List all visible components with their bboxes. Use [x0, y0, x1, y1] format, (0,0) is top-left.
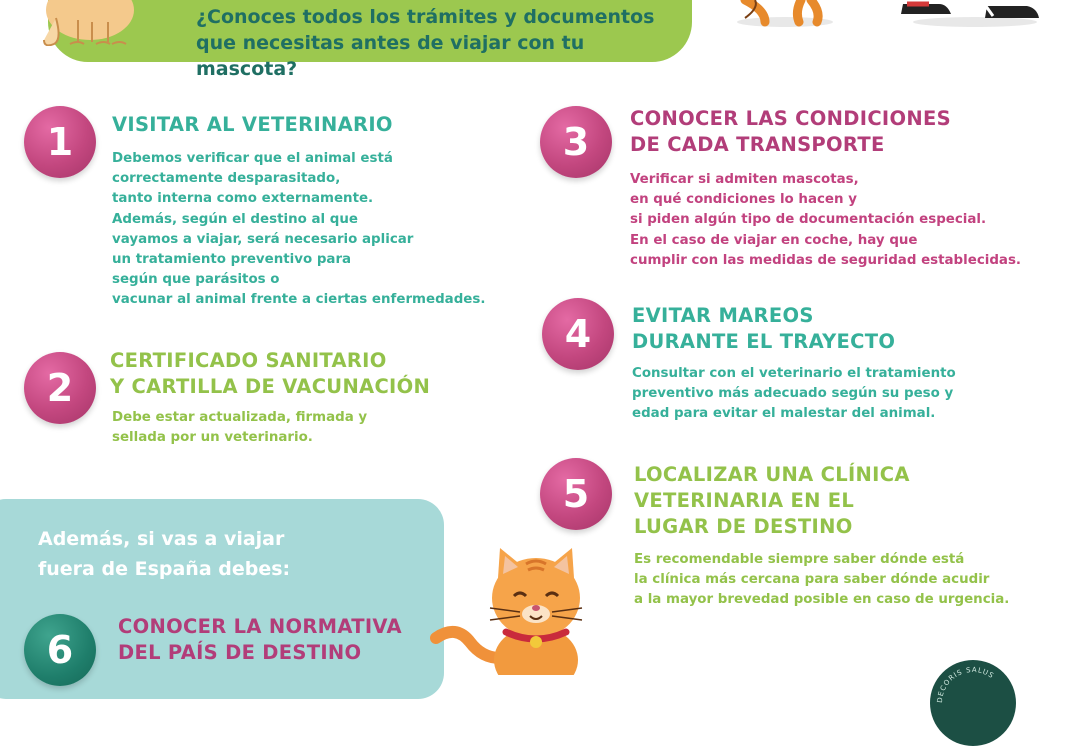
step-2-number: 2: [24, 352, 96, 424]
step-5-body-line: a la mayor brevedad posible en caso de urgencia.: [634, 592, 1010, 608]
step-4-body: [632, 364, 956, 425]
header-line-1: ¿Conoces todos los trámites y documentos: [196, 6, 655, 28]
step-1-body-line: vacunar al animal frente a ciertas enfermedades.: [112, 292, 486, 308]
step-1-body-line: tanto interna como externamente.: [112, 191, 374, 207]
step-6-title: [118, 614, 402, 666]
step-6-title-line: CONOCER LA NORMATIVA: [118, 615, 402, 638]
step-5-body: [634, 550, 1009, 611]
step-1-title-line: VISITAR AL VETERINARIO: [112, 113, 393, 136]
step-4-title-line: EVITAR MAREOS: [632, 304, 814, 327]
step-2-body: [112, 408, 367, 448]
step-1-number: 1: [24, 106, 96, 178]
step-1-body-line: correctamente desparasitado,: [112, 171, 341, 187]
cat-illustration: [428, 548, 598, 675]
step-5-body-line: Es recomendable siempre saber dónde está: [634, 552, 965, 567]
step-3-title: [630, 106, 951, 158]
step-3-body-line: si piden algún tipo de documentación especial.: [630, 212, 987, 228]
step-2-title-line: CERTIFICADO SANITARIO: [110, 349, 387, 372]
step-5-number: 5: [540, 458, 612, 530]
step-5-title-line: LOCALIZAR UNA CLÍNICA: [634, 463, 910, 486]
step-3-number: 3: [540, 106, 612, 178]
step-4-title: [632, 303, 895, 355]
header-line-2: que necesitas antes de viajar con tu mascota?: [196, 32, 585, 80]
step-4-title-line: DURANTE EL TRAYECTO: [632, 330, 896, 353]
step-2-title-line: Y CARTILLA DE VACUNACIÓN: [110, 375, 431, 398]
step-2-body-line: Debe estar actualizada, firmada y: [112, 410, 368, 425]
abroad-line-1: Además, si vas a viajar: [38, 528, 285, 550]
step-3-body: [630, 170, 1021, 271]
step-1-body-line: según que parásitos o: [112, 272, 280, 288]
brand-seal: [930, 660, 1016, 746]
abroad-line-2: fuera de España debes:: [38, 558, 291, 580]
brand-seal-text: [930, 660, 1016, 746]
step-1-body-line: Además, según el destino al que: [112, 211, 358, 227]
step-6-number: 6: [24, 614, 96, 686]
step-5-title-line: VETERINARIA EN EL: [634, 489, 855, 512]
step-3-body-line: Verificar si admiten mascotas,: [630, 172, 859, 187]
header-question: [196, 4, 676, 82]
step-3-title-line: DE CADA TRANSPORTE: [630, 133, 885, 156]
step-5-title: [634, 462, 910, 540]
step-3-body-line: en qué condiciones lo hacen y: [630, 192, 857, 208]
step-1-body-line: un tratamiento preventivo para: [112, 252, 352, 268]
step-3-body-line: En el caso de viajar en coche, hay que: [630, 232, 918, 248]
svg-text:DECORIS SALUS: DECORIS SALUS: [935, 665, 996, 704]
step-5-body-line: la clínica más cercana para saber dónde acudir: [634, 572, 990, 588]
step-1-body-line: Debemos verificar que el animal está: [112, 151, 393, 166]
walking-illustration: [725, 0, 1055, 30]
step-2-title: [110, 348, 430, 400]
step-2-body-line: sellada por un veterinario.: [112, 430, 313, 446]
abroad-heading: [38, 524, 290, 584]
step-6-title-line: DEL PAÍS DE DESTINO: [118, 641, 362, 664]
step-3-title-line: CONOCER LAS CONDICIONES: [630, 107, 951, 130]
step-3-body-line: cumplir con las medidas de seguridad establecidas.: [630, 252, 1022, 268]
step-1-body-line: vayamos a viajar, será necesario aplicar: [112, 231, 414, 247]
step-5-title-line: LUGAR DE DESTINO: [634, 515, 853, 538]
step-1-title: [112, 112, 393, 138]
step-4-body-line: Consultar con el veterinario el tratamiento: [632, 366, 956, 381]
step-4-number: 4: [542, 298, 614, 370]
dog-illustration: [40, 0, 150, 46]
step-4-body-line: preventivo más adecuado según su peso y: [632, 386, 954, 402]
step-4-body-line: edad para evitar el malestar del animal.: [632, 406, 936, 422]
step-1-body: [112, 149, 485, 311]
